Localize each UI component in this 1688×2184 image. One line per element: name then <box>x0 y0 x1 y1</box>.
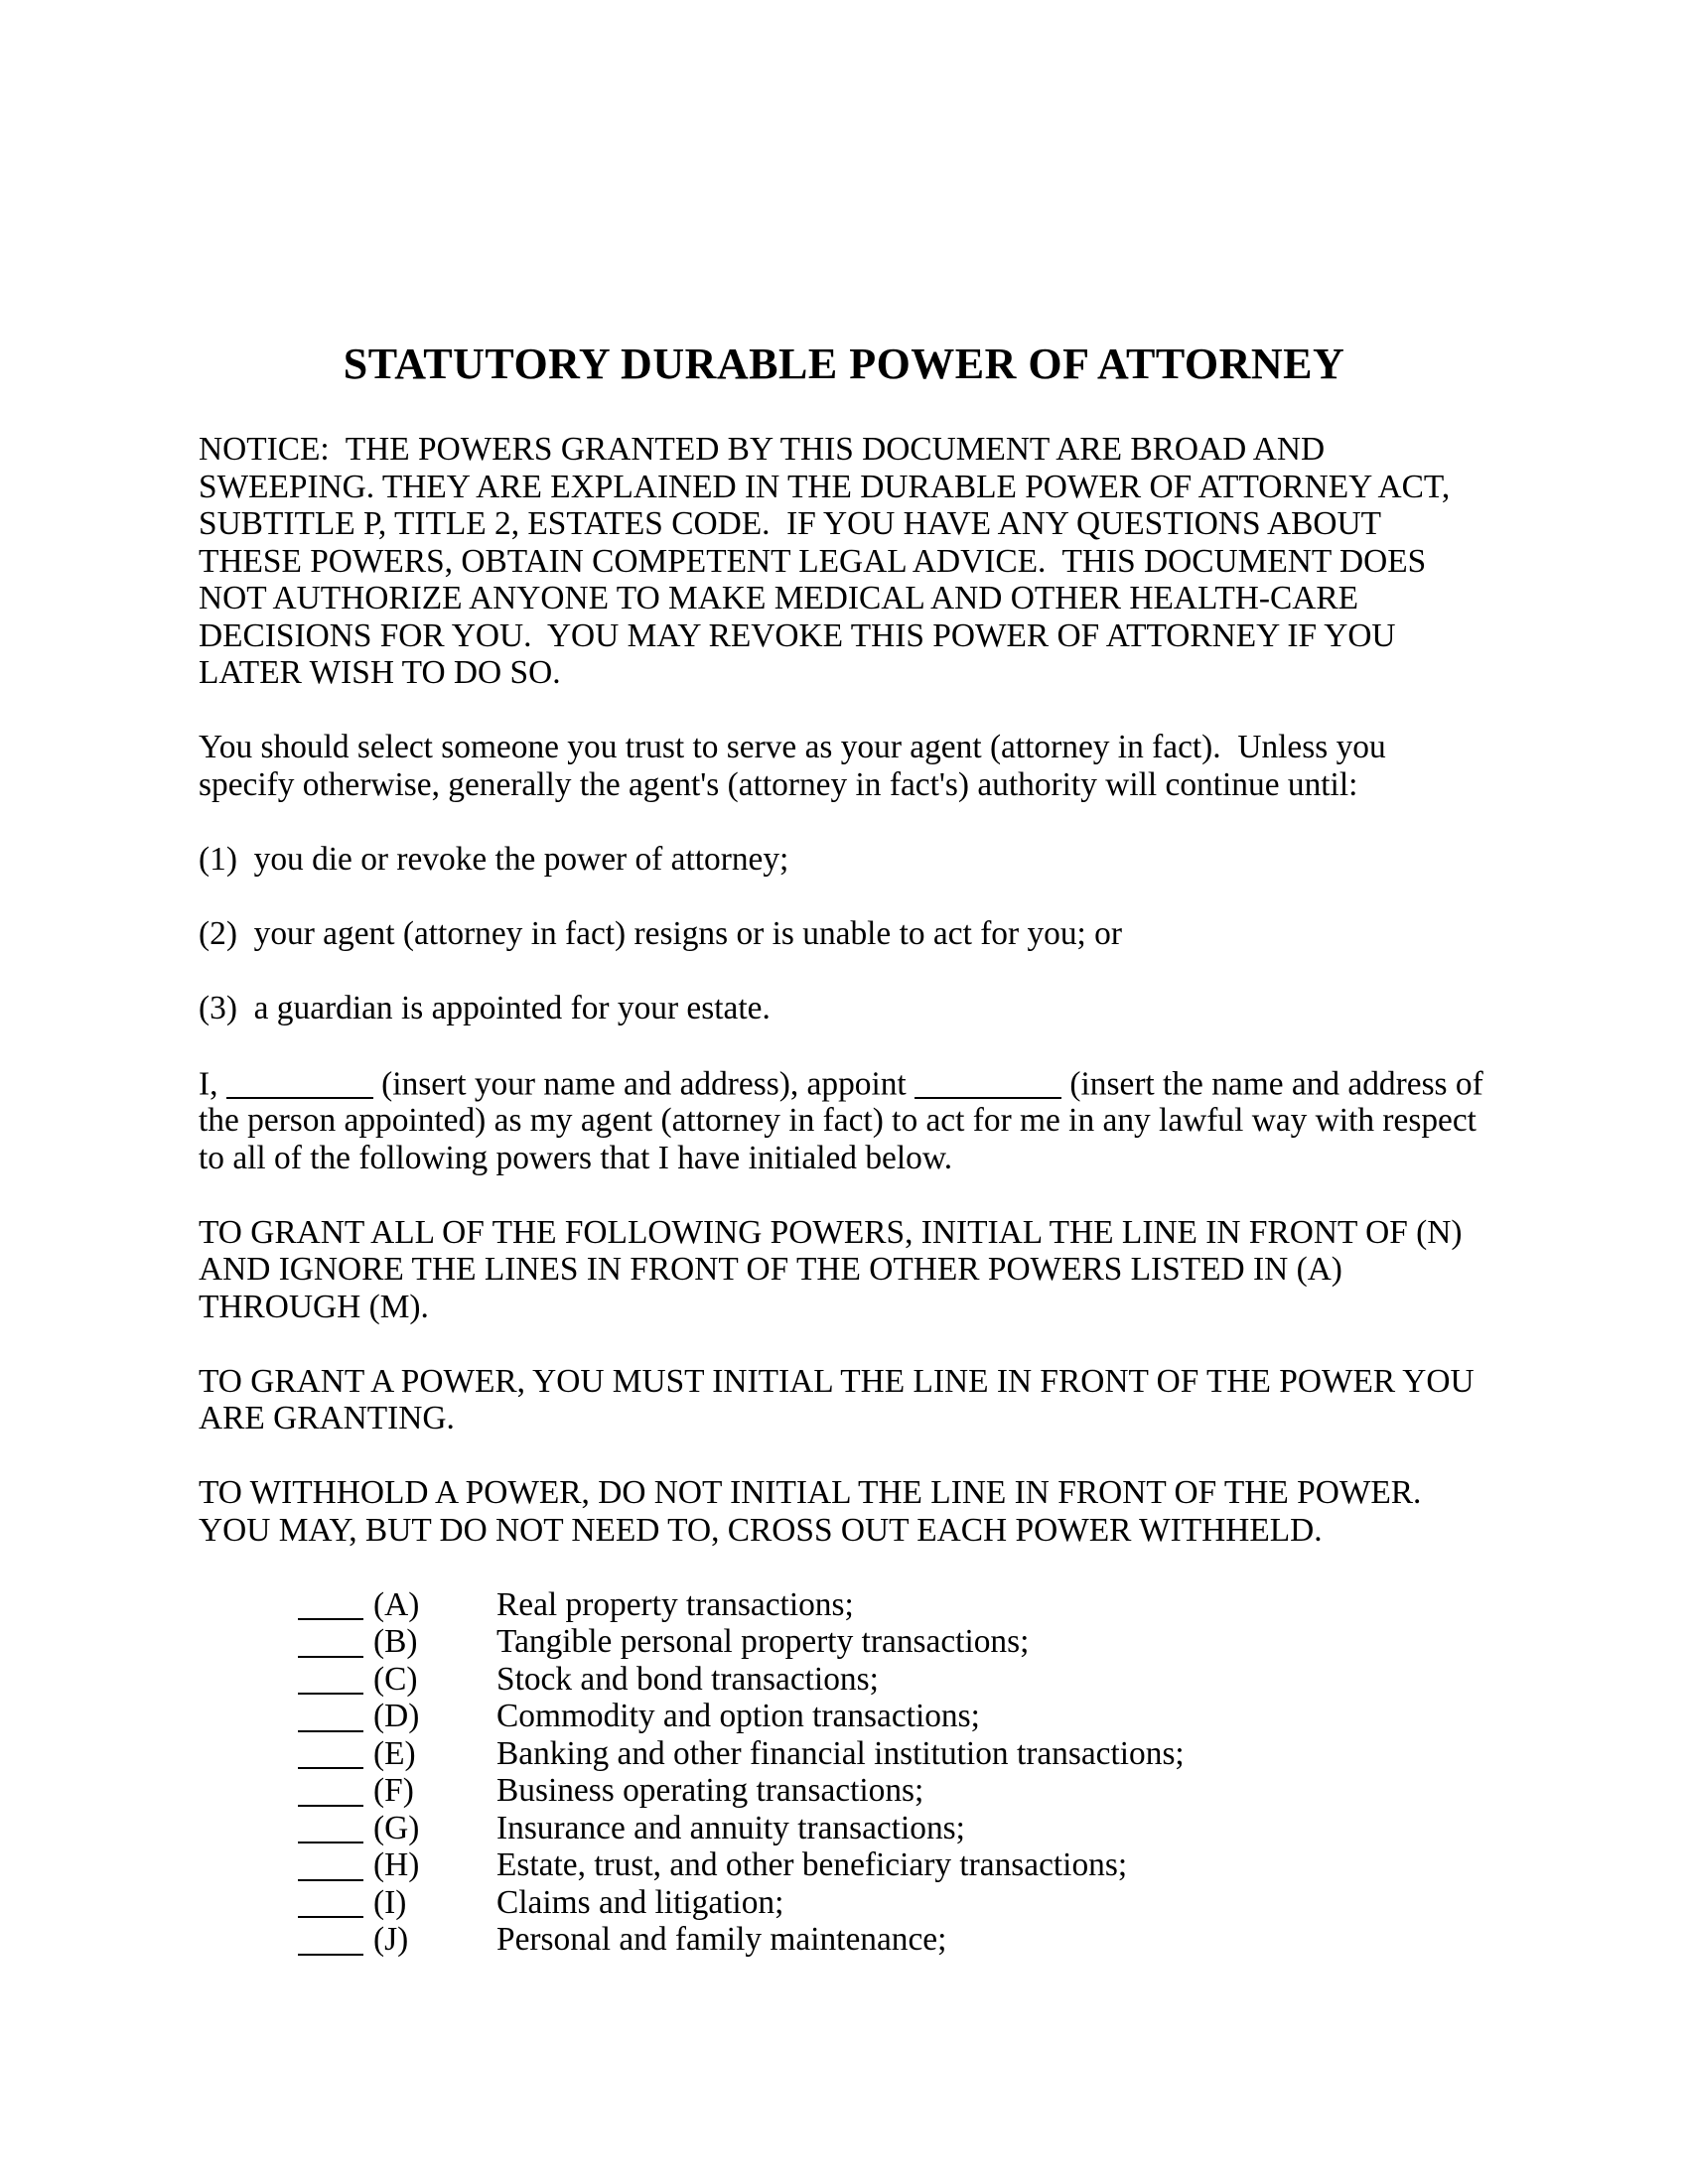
appointment-text-3: (insert the name and address of the person appointed) as my agent (attorney in fact) to act for me in any lawful way with respect to all of the following powers that I have initialed below. <box>199 1064 1492 1176</box>
power-text-c: Stock and bond transactions; <box>496 1660 879 1698</box>
initial-line-i <box>298 1916 363 1918</box>
power-text-j: Personal and family maintenance; <box>496 1921 947 1959</box>
notice-paragraph: NOTICE: THE POWERS GRANTED BY THIS DOCUMENT ARE BROAD AND SWEEPING. THEY ARE EXPLAINED IN THE DURABLE POWER OF ATTORNEY ACT, SUBTITLE P, TITLE 2, ESTATES CODE. IF YOU HAVE ANY QUESTIONS ABOUT THESE POWERS, OBTAIN COMPETENT LEGAL ADVICE. THIS DOCUMENT DOES NOT AUTHORIZE ANYONE TO MAKE MEDICAL AND OTHER HEALTH-CARE DECISIONS FOR YOU. YOU MAY REVOKE THIS POWER OF ATTORNEY IF YOU LATER WISH TO DO SO. <box>199 431 1459 691</box>
power-item-h <box>199 1846 1489 1884</box>
document-content <box>199 0 1492 1959</box>
initial-line-d <box>298 1730 363 1732</box>
power-item-j <box>199 1921 1489 1959</box>
power-text-e: Banking and other financial institution transactions; <box>496 1734 1185 1772</box>
power-text-i: Claims and litigation; <box>496 1883 784 1921</box>
power-letter-f: (F) <box>373 1772 414 1810</box>
power-text-f: Business operating transactions; <box>496 1772 924 1810</box>
power-letter-j: (J) <box>373 1921 409 1959</box>
power-letter-i: (I) <box>373 1883 407 1921</box>
power-letter-b: (B) <box>373 1623 418 1661</box>
document-title: STATUTORY DURABLE POWER OF ATTORNEY <box>343 340 1345 388</box>
appointment-text-1: I, <box>199 1064 226 1102</box>
power-text-d: Commodity and option transactions; <box>496 1698 980 1735</box>
power-letter-a: (A) <box>373 1585 420 1623</box>
power-item-e <box>199 1735 1489 1773</box>
power-text-g: Insurance and annuity transactions; <box>496 1809 965 1846</box>
grant-all-instruction-paragraph: TO GRANT ALL OF THE FOLLOWING POWERS, INITIAL THE LINE IN FRONT OF (N) AND IGNORE THE LINES IN FRONT OF THE OTHER POWERS LISTED IN (A) THROUGH (M). <box>199 1213 1469 1325</box>
power-text-h: Estate, trust, and other beneficiary transactions; <box>496 1846 1128 1884</box>
power-text-a: Real property transactions; <box>496 1585 854 1623</box>
power-letter-e: (E) <box>373 1734 416 1772</box>
grant-power-instruction-paragraph: TO GRANT A POWER, YOU MUST INITIAL THE LINE IN FRONT OF THE POWER YOU ARE GRANTING. <box>199 1362 1481 1437</box>
power-item-f <box>199 1772 1489 1810</box>
agent-name-blank <box>914 1064 1061 1099</box>
agent-selection-paragraph: You should select someone you trust to serve as your agent (attorney in fact). Unless you specify otherwise, generally the agent's (attorney in fact's) authority will continue until: <box>199 729 1395 803</box>
principal-name-blank <box>226 1064 373 1099</box>
power-item-g <box>199 1810 1489 1847</box>
initial-line-c <box>298 1693 363 1695</box>
power-item-a <box>199 1586 1489 1624</box>
termination-condition-3: (3) a guardian is appointed for your estate. <box>199 989 771 1026</box>
withhold-power-instruction-paragraph: TO WITHHOLD A POWER, DO NOT INITIAL THE LINE IN FRONT OF THE POWER. YOU MAY, BUT DO NOT NEED TO, CROSS OUT EACH POWER WITHHELD. <box>199 1474 1437 1549</box>
power-item-b <box>199 1623 1489 1661</box>
initial-line-g <box>298 1842 363 1843</box>
appointment-paragraph <box>199 1064 1492 1177</box>
appointment-text-2: (insert your name and address), appoint <box>372 1064 915 1102</box>
termination-condition-2: (2) your agent (attorney in fact) resigns or is unable to act for you; or <box>199 914 1122 952</box>
power-item-d <box>199 1698 1489 1735</box>
power-item-i <box>199 1884 1489 1922</box>
powers-list <box>199 1586 1489 1959</box>
initial-line-b <box>298 1656 363 1658</box>
termination-condition-1: (1) you die or revoke the power of attorney; <box>199 840 789 878</box>
power-letter-g: (G) <box>373 1809 420 1846</box>
power-letter-c: (C) <box>373 1660 418 1698</box>
initial-line-h <box>298 1879 363 1881</box>
power-text-b: Tangible personal property transactions; <box>496 1623 1030 1661</box>
power-letter-h: (H) <box>373 1846 420 1884</box>
initial-line-a <box>298 1618 363 1620</box>
initial-line-j <box>298 1954 363 1956</box>
power-item-c <box>199 1661 1489 1699</box>
initial-line-f <box>298 1805 363 1807</box>
initial-line-e <box>298 1767 363 1769</box>
power-letter-d: (D) <box>373 1698 420 1735</box>
